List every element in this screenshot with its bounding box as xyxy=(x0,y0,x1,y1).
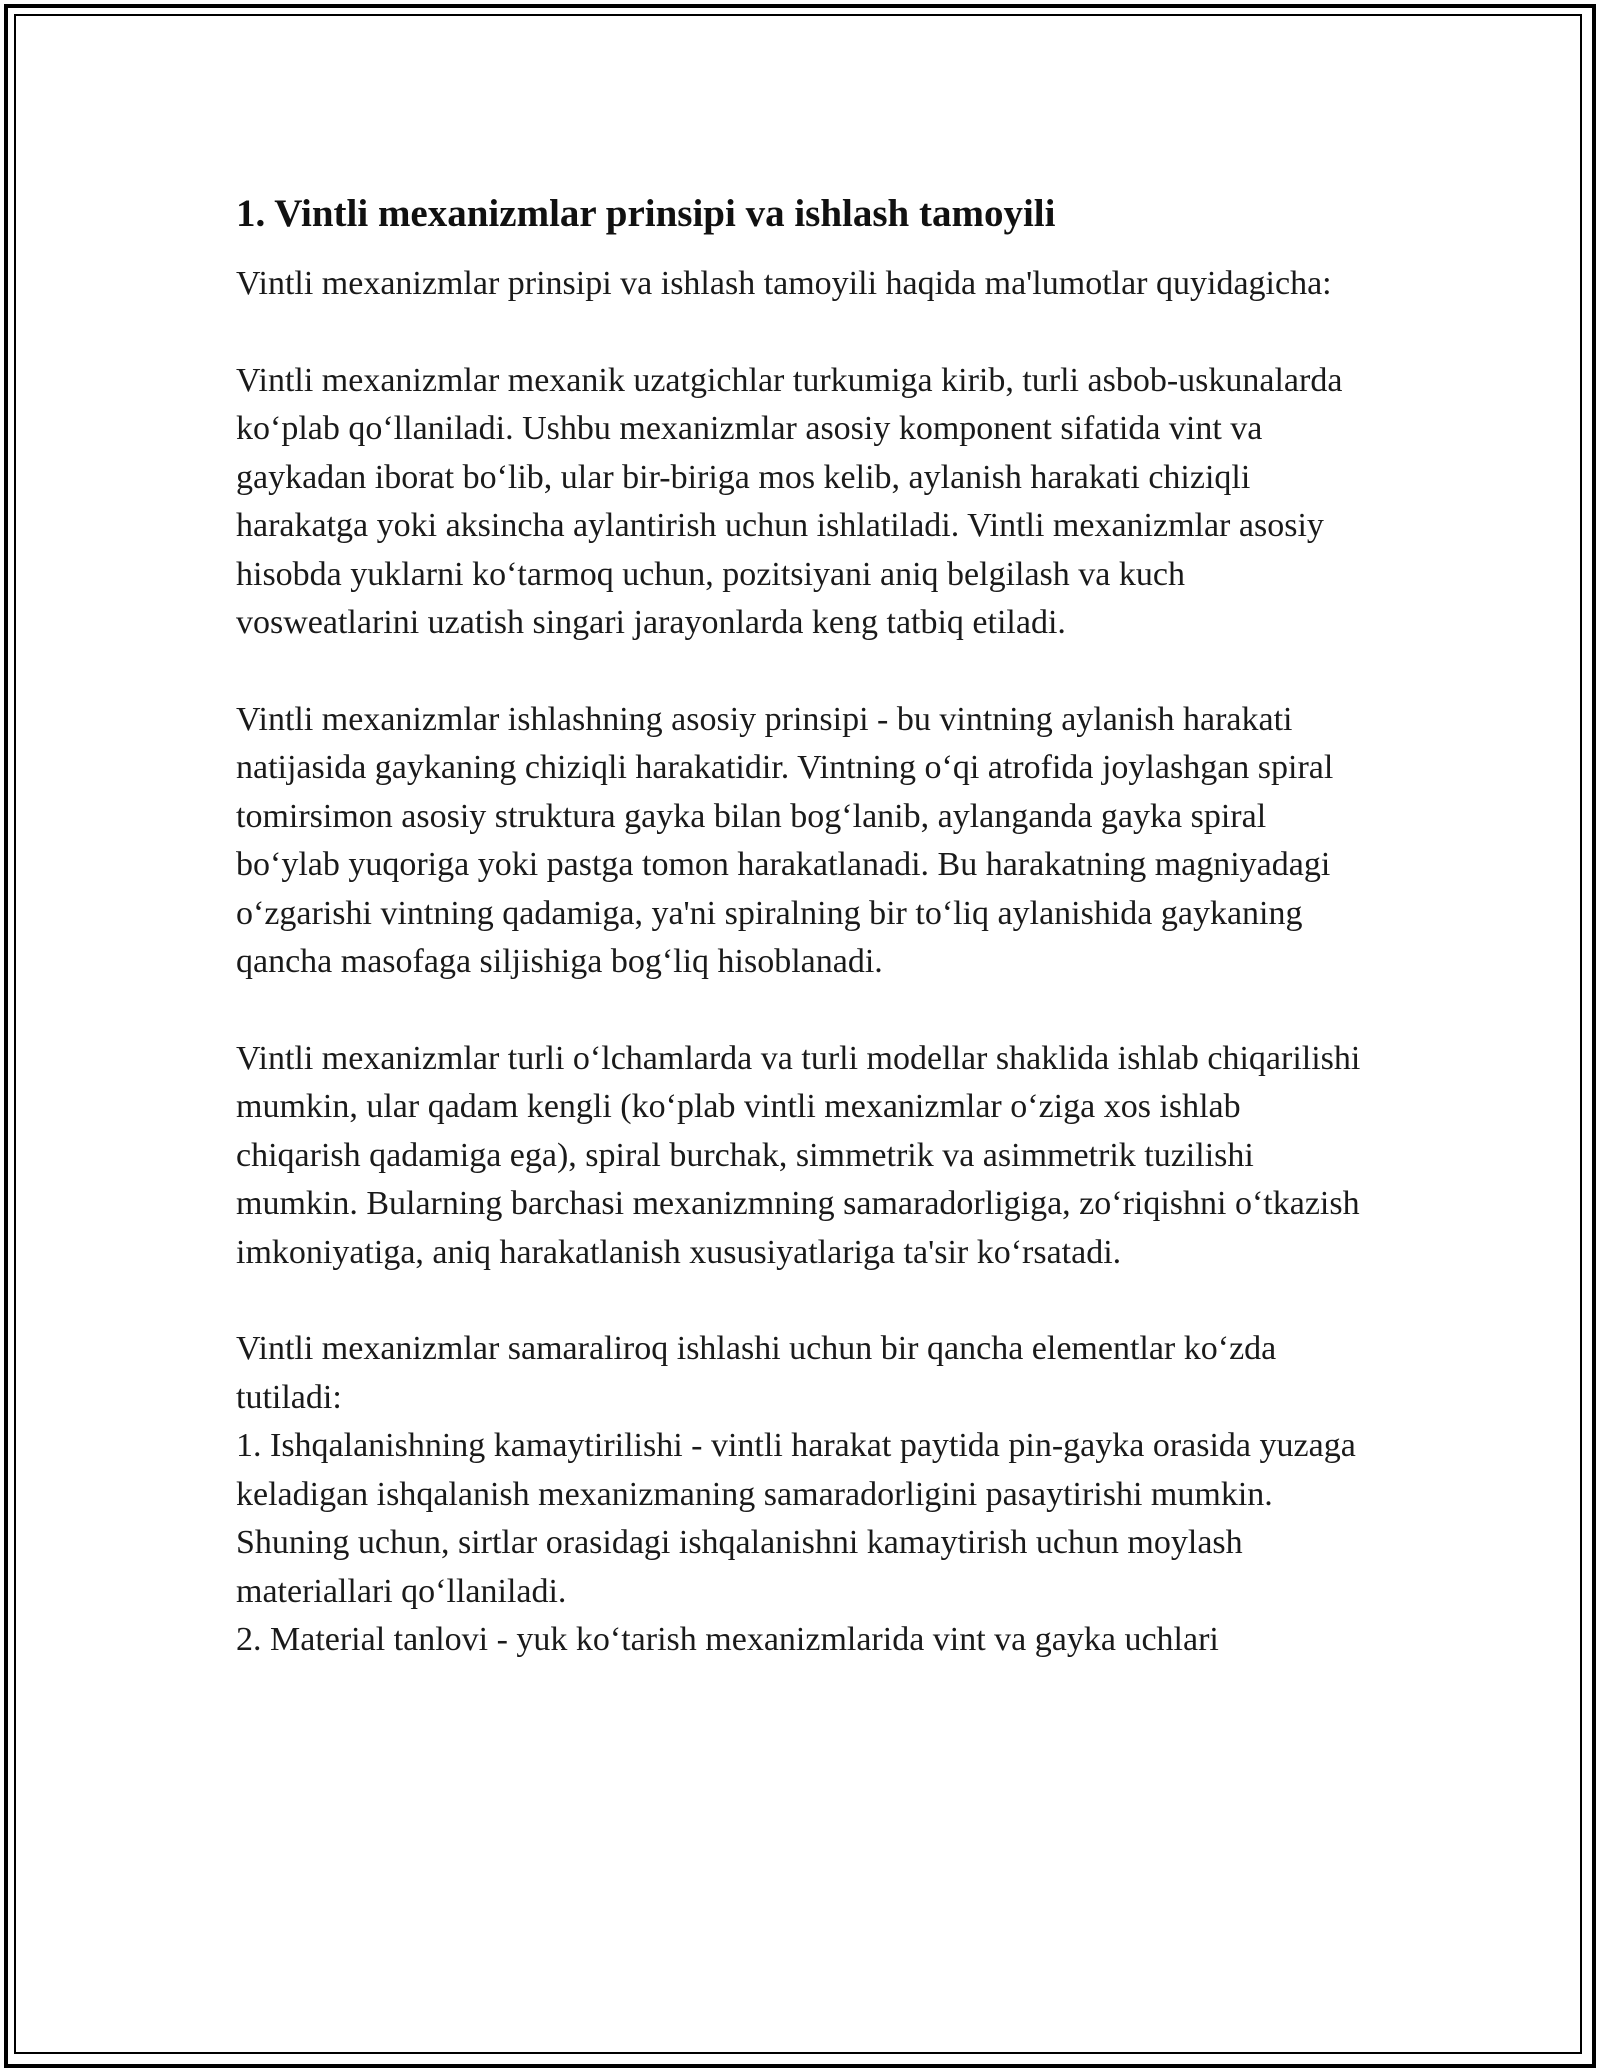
paragraph-variants: Vintli mexanizmlar turli o‘lchamlarda va turli modellar shaklida ishlab chiqarilishi mumkin, ular qadam kengli (ko‘plab vintli mexanizmlar o‘ziga xos ishlab chiqarish qadamiga ega), spiral burchak, simmetrik va asimmetrik tuzilishi mumkin. Bularning barchasi mexanizmning samaradorligiga, zo‘riqishni o‘tkazish imkoniyatiga, aniq harakatlanish xususiyatlariga ta'sir ko‘rsatadi. xyxy=(236,1039,1361,1271)
list-item: 1. Ishqalanishning kamaytirilishi - vintli harakat paytida pin-gayka orasida yuzaga keladigan ishqalanish mexanizmaning samaradorligini pasaytirishi mumkin. Shuning uchun, sirtlar orasidagi ishqalanishni kamaytirish uchun moylash materiallari qo‘llaniladi. xyxy=(236,1427,1356,1610)
paragraph-principle: Vintli mexanizmlar ishlashning asosiy prinsipi - bu vintning aylanish harakati natijasida gaykaning chiziqli harakatidir. Vintning o‘qi atrofida joylashgan spiral tomirsimon asosiy struktura gayka bilan bog‘lanib, aylanganda gayka spiral bo‘ylab yuqoriga yoki pastga tomon harakatlanadi. Bu harakatning magniyadagi o‘zgarishi vintning qadamiga, ya'ni spiralning bir to‘liq aylanishida gaykaning qancha masofaga siljishiga bog‘liq hisoblanadi. xyxy=(236,700,1334,980)
paragraph-overview: Vintli mexanizmlar mexanik uzatgichlar turkumiga kirib, turli asbob-uskunalarda ko‘plab qo‘llaniladi. Ushbu mexanizmlar asosiy komponent sifatida vint va gaykadan iborat bo‘lib, ular bir-biriga mos kelib, aylanish harakati chiziqli harakatga yoki aksincha aylantirish uchun ishlatiladi. Vintli mexanizmlar asosiy hisobda yuklarni ko‘tarmoq uchun, pozitsiyani aniq belgilash va kuch vosweatlarini uzatish singari jarayonlarda keng tatbiq etiladi. xyxy=(236,361,1343,641)
document-body xyxy=(236,188,1366,1665)
document-title: 1. Vintli mexanizmlar prinsipi va ishlash tamoyili xyxy=(236,192,1056,235)
list-intro: Vintli mexanizmlar samaraliroq ishlashi uchun bir qancha elementlar ko‘zda tutiladi: xyxy=(236,1330,1277,1416)
intro-paragraph: Vintli mexanizmlar prinsipi va ishlash tamoyili haqida ma'lumotlar quyidagicha: xyxy=(236,265,1332,302)
elements-list xyxy=(236,1325,1366,1665)
list-item: 2. Material tanlovi - yuk ko‘tarish mexanizmlarida vint va gayka uchlari xyxy=(236,1621,1219,1658)
